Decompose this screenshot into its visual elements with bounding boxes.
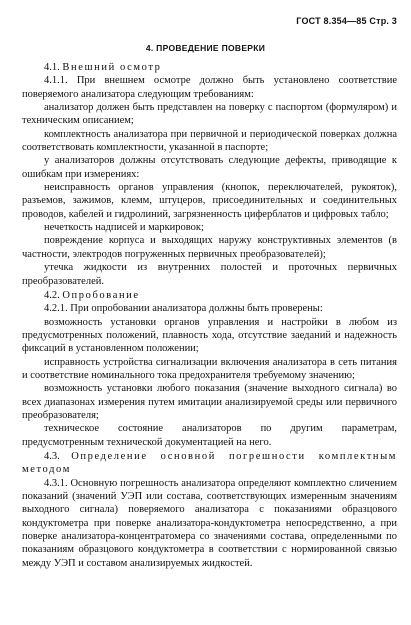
- paragraph: 4.3.1. Основную погрешность анализатора определяют комплектно сличением показаний (значений УЭП или состава, соответствующих измеренным значениям выходного сигнала) поверяемого анализатора с показаниями образцового кондуктометра при поверке анализатора-кондуктометра непосредственно, а при поверке анализатора-концентратомера со значениями состава, определенными по показаниям образцового кондуктометра в соответствии с нормированной связью между УЭП и составом анализируемых жидкостей.: [22, 477, 397, 569]
- paragraph: возможность установки органов управления и настройки в любом из предусмотренных положений, плавность хода, отсутствие заеданий и надежность фиксаций в установленном положении;: [22, 316, 397, 355]
- paragraph: анализатор должен быть представлен на поверку с паспортом (формуляром) и техническим описанием;: [22, 102, 397, 127]
- paragraph: нечеткость надписей и маркировок;: [44, 222, 204, 234]
- paragraph: неисправность органов управления (кнопок, переключателей, рукояток), разъемов, зажимов, клемм, штуцеров, присоединительных и соединительных проводов, кабелей и гидролиний, загрязненность циферблатов и цифровых табло;: [22, 182, 397, 220]
- document-body: [22, 60, 397, 570]
- paragraph: утечка жидкости из внутренних полостей и проточных первичных преобразователей.: [22, 262, 397, 287]
- paragraph: 4.2.1. При опробовании анализатора должны быть проверены:: [44, 303, 323, 315]
- section-title: 4. ПРОВЕДЕНИЕ ПОВЕРКИ: [145, 43, 266, 53]
- subsection-heading: 4.2. Опробование: [44, 289, 140, 301]
- subsection-heading: 4.1. Внешний осмотр: [44, 62, 162, 73]
- subsection-heading: 4.3. Определение основной погрешности комплектным методом: [22, 450, 398, 476]
- paragraph: исправность устройства сигнализации включения анализатора в сеть питания и соответствие номинального тока предохранителя требуемому значению;: [22, 356, 397, 381]
- paragraph: у анализаторов должны отсутствовать следующие дефекты, приводящие к ошибкам при измерениях:: [22, 155, 397, 180]
- page-header: ГОСТ 8.354—85 Стр. 3: [296, 16, 397, 26]
- paragraph: 4.1.1. При внешнем осмотре должно быть установлено соответствие поверяемого анализатора следующим требованиям:: [22, 75, 397, 100]
- paragraph: возможность установки любого показания (значение выходного сигнала) во всех диапазонах измерения путем имитации анализируемой среды или первичного преобразователя;: [22, 383, 397, 421]
- paragraph: техническое состояние анализаторов по другим параметрам, предусмотренным технической документацией на него.: [22, 423, 397, 448]
- paragraph: повреждение корпуса и выходящих наружу конструктивных элементов (в частности, электродов погруженных первичных преобразователей);: [22, 235, 397, 260]
- paragraph: комплектность анализатора при первичной и периодической поверках должна соответствовать комплектности, указанной в паспорте;: [22, 128, 397, 154]
